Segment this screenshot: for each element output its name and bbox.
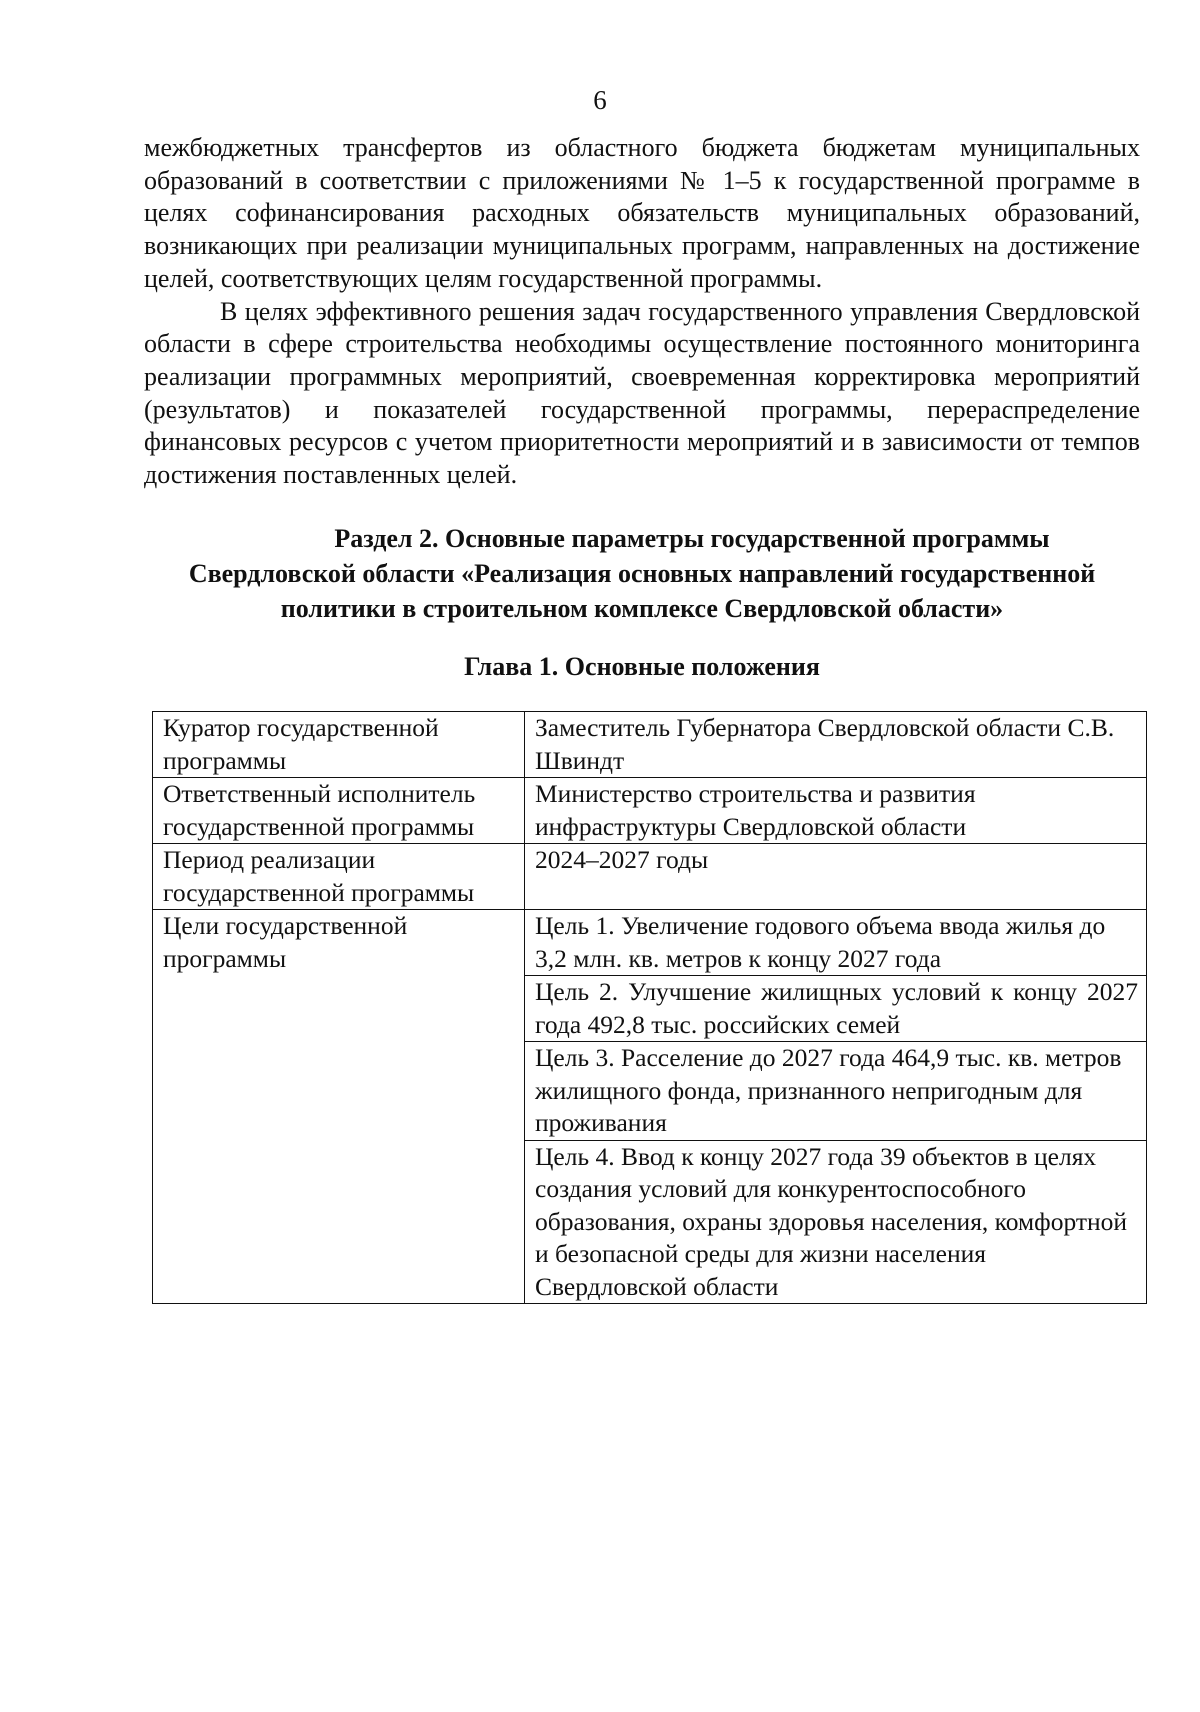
table-row <box>153 844 1147 910</box>
chapter-title: Глава 1. Основные положения <box>464 652 820 681</box>
row-value-curator: Заместитель Губернатора Свердловской области С.В. Швиндт <box>525 712 1147 778</box>
section-title-line-1: Раздел 2. Основные параметры государственной программы <box>334 524 1050 553</box>
row-value-executor: Министерство строительства и развития инфраструктуры Свердловской области <box>525 778 1147 844</box>
body-text <box>144 132 1140 492</box>
row-label-executor: Ответственный исполнитель государственной программы <box>153 778 525 844</box>
section-title-line-2: Свердловской области «Реализация основных направлений государственной <box>188 559 1096 588</box>
table-row <box>153 778 1147 844</box>
page-number: 6 <box>593 85 607 115</box>
paragraph-1: межбюджетных трансфертов из областного бюджета бюджетам муниципальных образований в соответствии с приложениями № 1–5 к государственной программе в целях софинансирования расходных обязательств муниципальных образований, возникающих при реализации муниципальных программ, направленных на достижение целей, соответствующих целям государственной программы. <box>144 133 1140 293</box>
goal-4 <box>525 1140 1147 1304</box>
goal-4-text: Цель 4. Ввод к концу 2027 года 39 объектов в целях создания условий для конкурентоспособного образования, охраны здоровья населения, комфортной и безопасной среды для жизни населения Свердловской области <box>535 1141 1128 1301</box>
table-row <box>153 712 1147 778</box>
goal-3 <box>525 1042 1147 1141</box>
section-title <box>144 521 1140 626</box>
section-title-line-3: политики в строительном комплексе Свердловской области» <box>280 594 1004 623</box>
goal-2 <box>525 976 1147 1042</box>
goal-2-text: Цель 2. Улучшение жилищных условий к концу 2027 года 492,8 тыс. российских семей <box>535 977 1138 1039</box>
goal-1 <box>525 910 1147 976</box>
paragraph-2: В целях эффективного решения задач государственного управления Свердловской области в сфере строительства необходимы осуществление постоянного мониторинга реализации программных мероприятий, своевременная корректировка мероприятий (результатов) и показателей государственной программы, перераспределение финансовых ресурсов с учетом приоритетности мероприятий и в зависимости от темпов достижения поставленных целей. <box>144 296 1140 490</box>
row-value-period: 2024–2027 годы <box>525 844 1147 910</box>
row-label-period: Период реализации государственной программы <box>153 844 525 910</box>
goal-1-text: Цель 1. Увеличение годового объема ввода жилья до 3,2 млн. кв. метров к концу 2027 года <box>535 911 1106 973</box>
goal-3-text: Цель 3. Расселение до 2027 года 464,9 тыс. кв. метров жилищного фонда, признанного непригодным для проживания <box>535 1043 1122 1137</box>
row-label-goals: Цели государственной программы <box>153 910 525 1304</box>
parameters-table <box>152 711 1147 1304</box>
row-label-curator: Куратор государственной программы <box>153 712 525 778</box>
table-row <box>153 910 1147 976</box>
